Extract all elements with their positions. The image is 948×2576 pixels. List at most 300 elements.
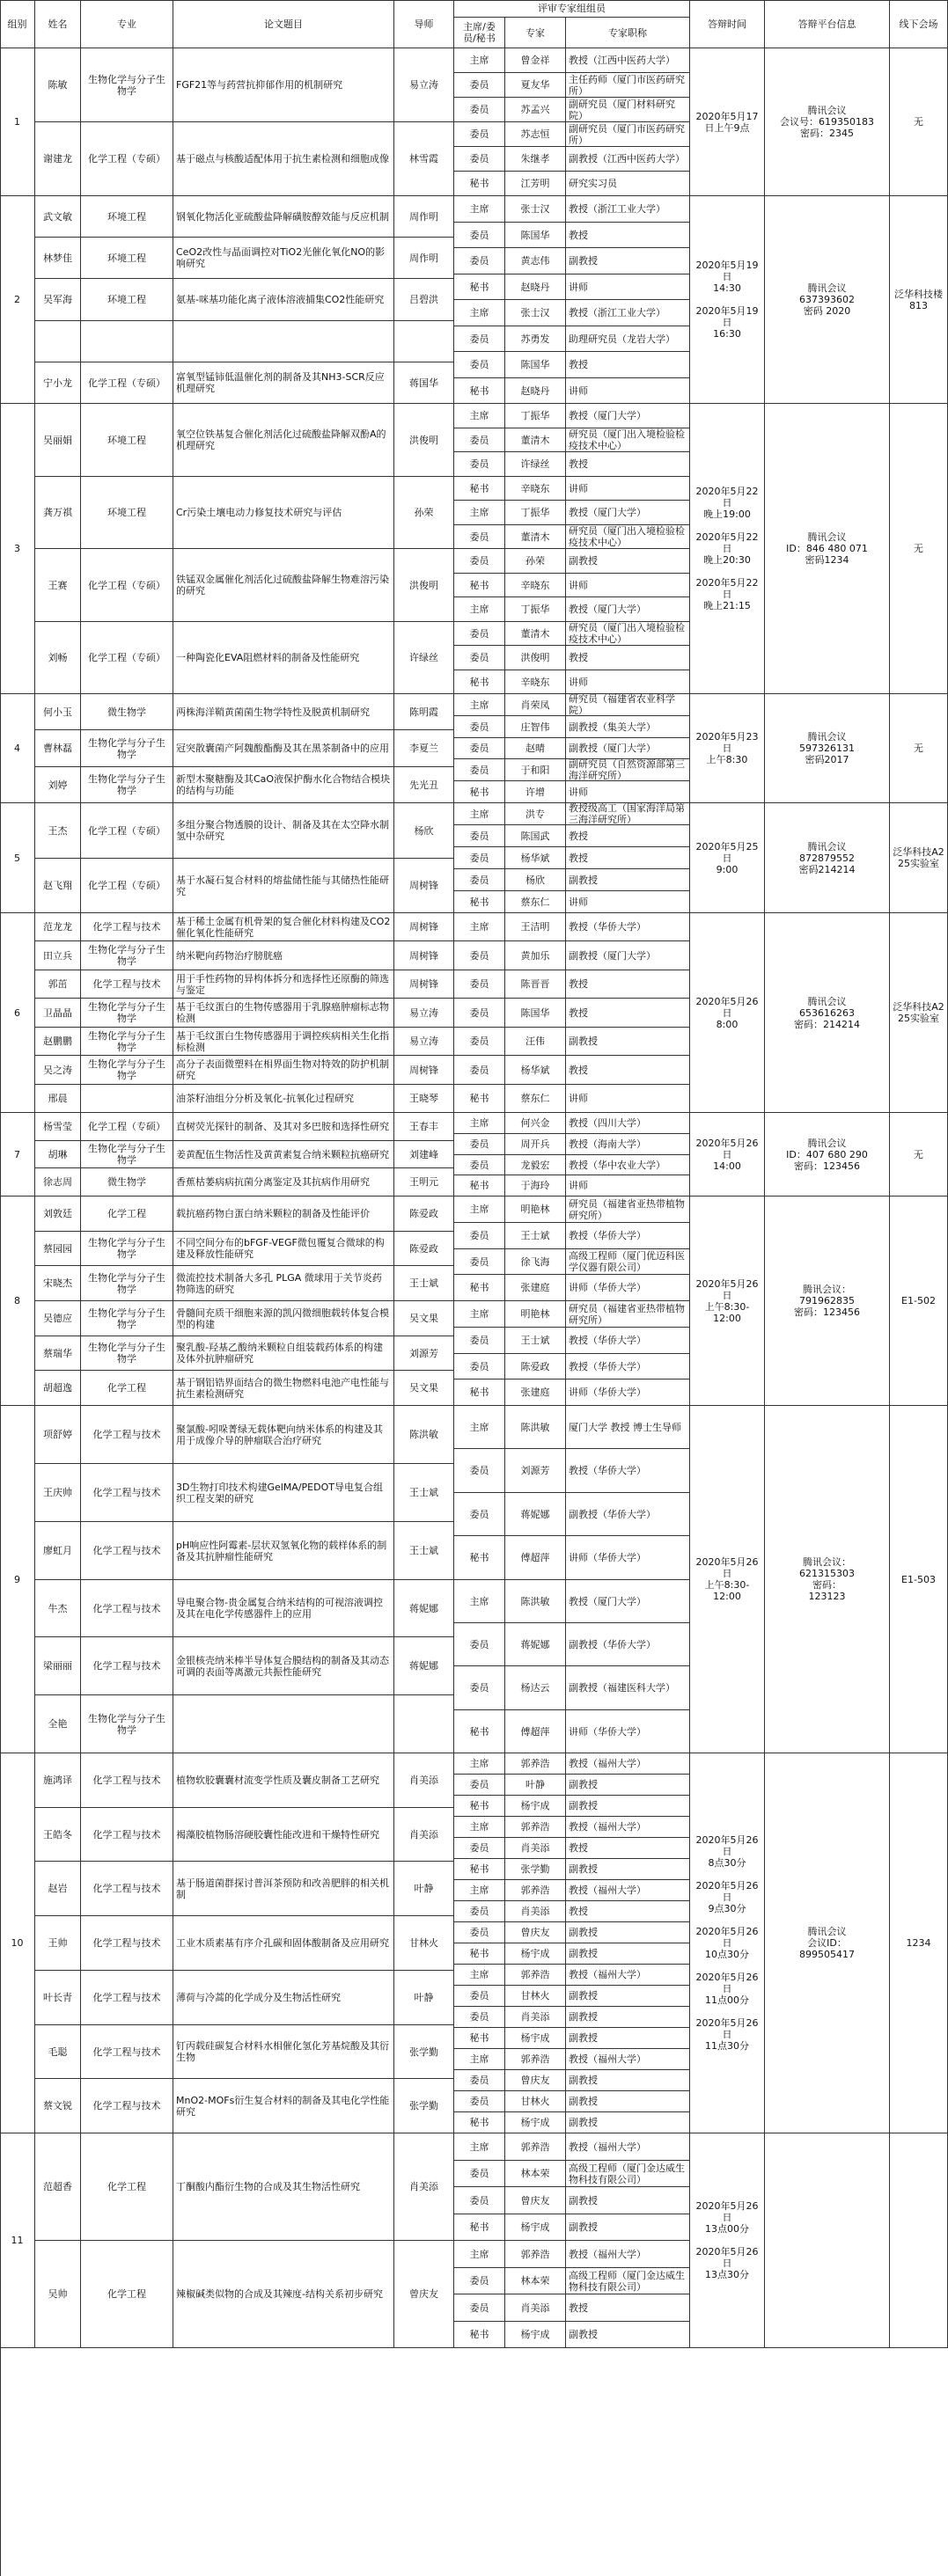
- expert-title: 副研究员（厦门材料研究院）: [566, 98, 690, 122]
- thesis-title: pH响应性阿霉素-层状双氢氧化物的载样体系的制备及其抗肿瘤性能研究: [173, 1522, 394, 1580]
- expert-role: 委员: [454, 646, 505, 670]
- expert-role: 主席: [454, 2049, 505, 2070]
- student-major: 生物化学与分子生物学: [81, 1301, 173, 1336]
- expert-name: 陈洪敏: [505, 1406, 566, 1449]
- expert-title: 副教授: [566, 2214, 690, 2241]
- student-major: 化学工程（专硕）: [81, 859, 173, 913]
- student-name: 胡超逸: [35, 1371, 81, 1406]
- expert-name: 杨宇成: [505, 2112, 566, 2133]
- student-major: 生物化学与分子生物学: [81, 1028, 173, 1056]
- thesis-title: 金银核壳纳米棒半导体复合膜结构的制备及其动态可调的表面等离激元共振性能研究: [173, 1637, 394, 1695]
- expert-name: 曾庆友: [505, 1922, 566, 1943]
- student-major: 生物化学与分子生物学: [81, 999, 173, 1028]
- expert-name: 苏勇发: [505, 326, 566, 352]
- expert-role: 主席: [454, 1406, 505, 1449]
- advisor-name: 王明元: [394, 1168, 454, 1197]
- defense-time: 2020年5月25日 9:00: [690, 803, 765, 913]
- student-major: 化学工程与技术: [81, 1862, 173, 1916]
- offline-venue: 无: [890, 48, 948, 196]
- thesis-title: 多组分聚合物透膜的设计、制备及其在太空降水制氢中杂研究: [173, 803, 394, 859]
- student-name: 胡琳: [35, 1141, 81, 1168]
- student-name: 蔡园园: [35, 1232, 81, 1266]
- advisor-name: 吴文果: [394, 1301, 454, 1336]
- group-number: 11: [0, 2133, 35, 2348]
- thesis-title: CeO2改性与晶面调控对TiO2光催化氧化NO的影响研究: [173, 238, 394, 279]
- advisor-name: 陈洪敏: [394, 1406, 454, 1464]
- meeting-platform: 腾讯会议 ID：846 480 071 密码1234: [765, 404, 890, 694]
- advisor-name: 王春丰: [394, 1113, 454, 1141]
- expert-title: 讲师: [566, 891, 690, 913]
- advisor-name: 吕碧洪: [394, 279, 454, 321]
- expert-name: 汪伟: [505, 1028, 566, 1056]
- expert-role: 委员: [454, 1493, 505, 1536]
- advisor-name: 易立涛: [394, 1028, 454, 1056]
- advisor-name: 周树锋: [394, 1056, 454, 1085]
- student-major: 化学工程（专硕）: [81, 549, 173, 622]
- student-name: 谢建龙: [35, 122, 81, 196]
- expert-title: 讲师（华侨大学）: [566, 1536, 690, 1580]
- expert-title: 教授（华中农业大学）: [566, 1155, 690, 1175]
- expert-role: 主席: [454, 501, 505, 525]
- expert-role: 秘书: [454, 2028, 505, 2049]
- expert-role: 秘书: [454, 1379, 505, 1406]
- expert-name: 王士斌: [505, 1328, 566, 1354]
- expert-title: 教授（厦门大学）: [566, 404, 690, 428]
- expert-role: 主席: [454, 1965, 505, 1986]
- expert-title: 教授（四川大学）: [566, 1113, 690, 1134]
- student-name: 宋晓杰: [35, 1266, 81, 1301]
- student-major: [81, 1085, 173, 1113]
- expert-title: 教授: [566, 452, 690, 477]
- student-major: 化学工程与技术: [81, 1971, 173, 2025]
- header-committee: 评审专家组组员: [454, 0, 690, 18]
- defense-time: 2020年5月17日上午9点: [690, 48, 765, 196]
- student-major: 化学工程与技术: [81, 1753, 173, 1808]
- expert-role: 委员: [454, 2294, 505, 2322]
- expert-title: 教授: [566, 352, 690, 378]
- thesis-title: 基于稀土金属有机骨架的复合催化材料构建及CO2催化氧化性能研究: [173, 913, 394, 941]
- expert-role: 委员: [454, 1134, 505, 1155]
- student-name: 王帅: [35, 1916, 81, 1971]
- expert-name: 蔡东仁: [505, 1085, 566, 1113]
- expert-title: 副教授: [566, 2322, 690, 2348]
- thesis-title: 两株海洋鞘黄菌菌生物学特性及脱黄机制研究: [173, 694, 394, 730]
- expert-role: 委员: [454, 716, 505, 738]
- advisor-name: 刘源芳: [394, 1336, 454, 1371]
- expert-title: 讲师: [566, 1175, 690, 1197]
- advisor-name: 周树锋: [394, 859, 454, 913]
- expert-role: 秘书: [454, 891, 505, 913]
- expert-name: 苏孟兴: [505, 98, 566, 122]
- thesis-title: 纳米靶向药物治疗膀胱癌: [173, 941, 394, 970]
- expert-title: 教授（华侨大学）: [566, 1354, 690, 1379]
- expert-title: 副研究员（自然资源部第三海洋研究所）: [566, 759, 690, 781]
- advisor-name: 许绿丝: [394, 622, 454, 694]
- expert-title: 教授（浙江工业大学）: [566, 196, 690, 223]
- student-name: 范超香: [35, 2133, 81, 2241]
- expert-title: 研究员（厦门出入境检验检疫技术中心）: [566, 428, 690, 452]
- expert-title: 教授: [566, 999, 690, 1028]
- expert-role: 委员: [454, 825, 505, 847]
- expert-role: 委员: [454, 1223, 505, 1249]
- expert-title: 研究员（厦门出入境检验检疫技术中心）: [566, 622, 690, 646]
- advisor-name: 陈爱政: [394, 1232, 454, 1266]
- offline-venue: 无: [890, 1113, 948, 1197]
- student-major: 化学工程与技术: [81, 1522, 173, 1580]
- expert-name: 蔡东仁: [505, 891, 566, 913]
- student-name: 龚万祺: [35, 477, 81, 549]
- expert-role: 秘书: [454, 2112, 505, 2133]
- expert-role: 主席: [454, 1301, 505, 1328]
- expert-role: 委员: [454, 428, 505, 452]
- student-name: 郭茁: [35, 970, 81, 999]
- student-name: 蔡文锐: [35, 2079, 81, 2133]
- expert-name: 张建庭: [505, 1379, 566, 1406]
- expert-role: 委员: [454, 1775, 505, 1796]
- expert-name: 张学勤: [505, 1859, 566, 1880]
- header-offline: 线下会场: [890, 0, 948, 48]
- expert-title: 副教授（厦门大学）: [566, 941, 690, 970]
- student-major: 环境工程: [81, 238, 173, 279]
- expert-name: 曾庆友: [505, 2187, 566, 2214]
- expert-title: 高级工程师（厦门金达威生物科技有限公司）: [566, 2268, 690, 2294]
- student-major: 生物化学与分子生物学: [81, 1141, 173, 1168]
- student-major: 生物化学与分子生物学: [81, 941, 173, 970]
- student-name: 刘敦廷: [35, 1197, 81, 1232]
- advisor-name: [394, 321, 454, 362]
- expert-name: 甘林火: [505, 1986, 566, 2007]
- expert-title: 副教授: [566, 248, 690, 274]
- expert-title: 研究员（福建省农业科学院）: [566, 694, 690, 716]
- expert-name: 杨宇成: [505, 1796, 566, 1817]
- expert-role: 主席: [454, 597, 505, 622]
- student-name: 吴之涛: [35, 1056, 81, 1085]
- advisor-name: 肖美添: [394, 2133, 454, 2241]
- header-major: 专业: [81, 0, 173, 48]
- expert-role: 秘书: [454, 781, 505, 803]
- expert-role: 主席: [454, 1113, 505, 1134]
- expert-name: 赵晓丹: [505, 378, 566, 404]
- expert-role: 主席: [454, 2241, 505, 2268]
- header-time: 答辩时间: [690, 0, 765, 48]
- student-name: 武文敏: [35, 196, 81, 238]
- student-major: 化学工程: [81, 1197, 173, 1232]
- student-name: 项舒婷: [35, 1406, 81, 1464]
- advisor-name: 肖美添: [394, 1753, 454, 1808]
- advisor-name: 王晓琴: [394, 1085, 454, 1113]
- advisor-name: 陈爱政: [394, 1197, 454, 1232]
- expert-role: 秘书: [454, 574, 505, 597]
- expert-title: 副教授（集美大学）: [566, 716, 690, 738]
- expert-role: 委员: [454, 223, 505, 248]
- expert-name: 黄志伟: [505, 248, 566, 274]
- group-number: 1: [0, 48, 35, 196]
- expert-title: 教授: [566, 847, 690, 869]
- expert-role: 秘书: [454, 378, 505, 404]
- expert-role: 主席: [454, 1580, 505, 1623]
- thesis-title: 聚氯酸-吲哚菁绿无载体靶向纳米体系的构建及其用于成像介导的肿瘤联合治疗研究: [173, 1406, 394, 1464]
- expert-name: 杨华斌: [505, 1056, 566, 1085]
- expert-role: 主席: [454, 196, 505, 223]
- thesis-title: 基于钢铝锆界面结合的微生物燃料电池产电性能与抗生素检测研究: [173, 1371, 394, 1406]
- student-major: 化学工程与技术: [81, 1637, 173, 1695]
- expert-title: 副教授（福建医科大学）: [566, 1666, 690, 1710]
- expert-role: 主席: [454, 694, 505, 716]
- thesis-title: 辣椒碱类似物的合成及其辣度-结构关系初步研究: [173, 2241, 394, 2348]
- expert-title: 副教授: [566, 1775, 690, 1796]
- expert-role: 委员: [454, 869, 505, 891]
- expert-role: 秘书: [454, 1859, 505, 1880]
- student-major: 化学工程与技术: [81, 1580, 173, 1637]
- thesis-title: 微流控技术制备大多孔 PLGA 微球用于关节炎药物筛选的研究: [173, 1266, 394, 1301]
- student-major: 微生物学: [81, 694, 173, 730]
- defense-time: 2020年5月22日 晚上19:00 2020年5月22日 晚上20:30 2020年5月22日 晚上21:15: [690, 404, 765, 694]
- student-major: 生物化学与分子生物学: [81, 1266, 173, 1301]
- group-number: 2: [0, 196, 35, 404]
- expert-name: 肖荣凤: [505, 694, 566, 716]
- expert-name: 林本荣: [505, 2161, 566, 2187]
- student-name: 吴德应: [35, 1301, 81, 1336]
- expert-title: 副教授: [566, 2187, 690, 2214]
- expert-title: 讲师: [566, 274, 690, 300]
- expert-role: 委员: [454, 1056, 505, 1085]
- student-name: 徐志周: [35, 1168, 81, 1197]
- student-major: 生物化学与分子生物学: [81, 1336, 173, 1371]
- thesis-title: 姜黄配伍生物活性及黄黄素复合纳米颗粒抗癌研究: [173, 1141, 394, 1168]
- expert-role: 委员: [454, 525, 505, 549]
- defense-time: 2020年5月26日 14:00: [690, 1113, 765, 1197]
- expert-title: 教授（福州大学）: [566, 1965, 690, 1986]
- student-major: 化学工程（专硕）: [81, 1113, 173, 1141]
- advisor-name: 刘建峰: [394, 1141, 454, 1168]
- advisor-name: 张学勤: [394, 2025, 454, 2079]
- expert-role: 委员: [454, 2007, 505, 2028]
- expert-title: 教授（华侨大学）: [566, 1223, 690, 1249]
- student-major: 化学工程与技术: [81, 913, 173, 941]
- thesis-title: 不同空间分布的bFGF-VEGF微包覆复合微球的构建及释放性能研究: [173, 1232, 394, 1266]
- advisor-name: 吴文果: [394, 1371, 454, 1406]
- student-name: 叶长青: [35, 1971, 81, 2025]
- expert-name: 孙荣: [505, 549, 566, 574]
- student-name: 赵岩: [35, 1862, 81, 1916]
- student-major: 化学工程: [81, 2241, 173, 2348]
- expert-role: 秘书: [454, 2322, 505, 2348]
- advisor-name: 周作明: [394, 238, 454, 279]
- expert-name: 陈晋晋: [505, 970, 566, 999]
- expert-role: 秘书: [454, 1536, 505, 1580]
- expert-role: 委员: [454, 1623, 505, 1666]
- expert-name: 郭养浩: [505, 2049, 566, 2070]
- student-name: 杨雪莹: [35, 1113, 81, 1141]
- thesis-title: 基于水凝石复合材料的熔盐储性能与其储热性能研究: [173, 859, 394, 913]
- expert-name: 杨达云: [505, 1666, 566, 1710]
- expert-role: 主席: [454, 2133, 505, 2161]
- expert-name: 蒋妮娜: [505, 1493, 566, 1536]
- expert-title: 主任药师（厦门市医药研究所）: [566, 73, 690, 98]
- advisor-name: 叶静: [394, 1862, 454, 1916]
- advisor-name: 周树锋: [394, 913, 454, 941]
- expert-role: 委员: [454, 970, 505, 999]
- thesis-title: 聚乳酸-羟基乙酸纳米颗粒自组装载药体系的构建及体外抗肿瘤研究: [173, 1336, 394, 1371]
- expert-title: 教授（厦门大学）: [566, 501, 690, 525]
- student-name: 赵鹏鹏: [35, 1028, 81, 1056]
- advisor-name: 叶静: [394, 1971, 454, 2025]
- expert-name: 明艳林: [505, 1301, 566, 1328]
- student-major: 化学工程（专硕）: [81, 803, 173, 859]
- expert-role: 委员: [454, 999, 505, 1028]
- meeting-platform: 腾讯会议 872879552 密码214214: [765, 803, 890, 913]
- group-number: 7: [0, 1113, 35, 1197]
- meeting-platform: 腾讯会议 会议号：619350183 密码：2345: [765, 48, 890, 196]
- offline-venue: [890, 2133, 948, 2348]
- advisor-name: 林雪霞: [394, 122, 454, 196]
- student-name: 赵飞翔: [35, 859, 81, 913]
- expert-role: 委员: [454, 622, 505, 646]
- student-major: 化学工程（专硕）: [81, 122, 173, 196]
- student-major: 环境工程: [81, 196, 173, 238]
- meeting-platform: 腾讯会议： 621315303 密码： 123123: [765, 1406, 890, 1753]
- thesis-title: 氧空位铁基复合催化剂活化过硫酸盐降解双酚A的机理研究: [173, 404, 394, 477]
- header-expert: 专家: [505, 18, 566, 48]
- thesis-title: 铁锰双金属催化剂活化过硫酸盐降解生物难溶污染的研究: [173, 549, 394, 622]
- student-name: 牛杰: [35, 1580, 81, 1637]
- defense-time: 2020年5月26日 8:00: [690, 913, 765, 1113]
- expert-role: 委员: [454, 1449, 505, 1493]
- expert-role: 委员: [454, 759, 505, 781]
- expert-role: 委员: [454, 847, 505, 869]
- expert-name: 杨华斌: [505, 847, 566, 869]
- expert-name: 肖美添: [505, 1838, 566, 1859]
- thesis-title: 褐藻胶植物肠溶硬胶囊性能改进和干燥特性研究: [173, 1808, 394, 1862]
- expert-role: 委员: [454, 122, 505, 147]
- expert-name: 徐飞海: [505, 1249, 566, 1275]
- thesis-title: 丁酮酸内酯衍生物的合成及其生物活性研究: [173, 2133, 394, 2241]
- expert-name: 张士汉: [505, 196, 566, 223]
- expert-role: 委员: [454, 1028, 505, 1056]
- student-major: [81, 321, 173, 362]
- expert-name: 刘源芳: [505, 1449, 566, 1493]
- thesis-title: 基于毛纹蛋白生物传感器用于调控疾病相关生化指标检测: [173, 1028, 394, 1056]
- expert-title: 教授（厦门大学）: [566, 597, 690, 622]
- expert-title: 教授: [566, 646, 690, 670]
- expert-title: 讲师: [566, 378, 690, 404]
- thesis-title: 富氧型锰铈低温催化剂的制备及其NH3-SCR反应机理研究: [173, 362, 394, 404]
- expert-name: 林本荣: [505, 2268, 566, 2294]
- expert-title: 教授（福州大学）: [566, 2133, 690, 2161]
- expert-title: 副教授: [566, 1986, 690, 2007]
- expert-role: 主席: [454, 803, 505, 825]
- expert-name: 王洁明: [505, 913, 566, 941]
- expert-name: 于海玲: [505, 1175, 566, 1197]
- meeting-platform: 腾讯会议 597326131 密码2017: [765, 694, 890, 803]
- student-major: 化学工程与技术: [81, 2025, 173, 2079]
- expert-title: 教授（浙江工业大学）: [566, 300, 690, 326]
- expert-role: 秘书: [454, 1710, 505, 1753]
- expert-title: 副教授: [566, 1028, 690, 1056]
- expert-role: 主席: [454, 1197, 505, 1223]
- student-major: 化学工程与技术: [81, 1406, 173, 1464]
- expert-name: 丁振华: [505, 501, 566, 525]
- thesis-title: 导电聚合物-贵金属复合纳米结构的可视溶液调控及其在电化学传感器件上的应用: [173, 1580, 394, 1637]
- student-name: 梁丽丽: [35, 1637, 81, 1695]
- thesis-title: 一种陶瓷化EVA阻燃材料的制备及性能研究: [173, 622, 394, 694]
- expert-title: 教授（福州大学）: [566, 2049, 690, 2070]
- student-major: 化学工程与技术: [81, 1808, 173, 1862]
- group-number: 4: [0, 694, 35, 803]
- expert-name: 张建庭: [505, 1275, 566, 1301]
- advisor-name: [394, 1695, 454, 1753]
- thesis-title: 3D生物打印技术构建GelMA/PEDOT导电复合组织工程支架的研究: [173, 1464, 394, 1522]
- expert-title: 讲师: [566, 574, 690, 597]
- student-major: 生物化学与分子生物学: [81, 767, 173, 803]
- expert-role: 委员: [454, 1986, 505, 2007]
- expert-name: 何兴金: [505, 1113, 566, 1134]
- expert-name: 辛晓东: [505, 477, 566, 501]
- thesis-title: 骨髓间充质干细胞来源的凯闪微细胞载转体复合模型的构建: [173, 1301, 394, 1336]
- expert-name: 黄加乐: [505, 941, 566, 970]
- expert-title: 研究员（厦门出入境检验检疫技术中心）: [566, 525, 690, 549]
- expert-title: 教授: [566, 1901, 690, 1922]
- header-advisor: 导师: [394, 0, 454, 48]
- expert-title: 副教授: [566, 2070, 690, 2091]
- defense-time: 2020年5月26日 13点00分 2020年5月26日 13点30分: [690, 2133, 765, 2348]
- expert-title: 教授（华侨大学）: [566, 913, 690, 941]
- expert-title: 研究实习员: [566, 172, 690, 196]
- expert-role: 主席: [454, 1753, 505, 1775]
- expert-name: 杨欣: [505, 869, 566, 891]
- thesis-title: 高分子表面微塑料在相界面生物对特效的防护机制研究: [173, 1056, 394, 1085]
- expert-name: 许增: [505, 781, 566, 803]
- expert-title: 副教授: [566, 2007, 690, 2028]
- advisor-name: 李夏兰: [394, 730, 454, 767]
- student-major: 化学工程: [81, 1371, 173, 1406]
- defense-time: 2020年5月26日 上午8:30- 12:00: [690, 1406, 765, 1753]
- thesis-title: [173, 1695, 394, 1753]
- expert-role: 委员: [454, 2161, 505, 2187]
- expert-title: 教授（福州大学）: [566, 1753, 690, 1775]
- expert-title: 副教授: [566, 1796, 690, 1817]
- advisor-name: 曾庆友: [394, 2241, 454, 2348]
- expert-name: 江芳明: [505, 172, 566, 196]
- expert-name: 陈国华: [505, 352, 566, 378]
- meeting-platform: [765, 2133, 890, 2348]
- group-number: 6: [0, 913, 35, 1113]
- expert-role: 委员: [454, 1838, 505, 1859]
- student-name: 王杰: [35, 803, 81, 859]
- student-name: 林梦佳: [35, 238, 81, 279]
- student-name: 蔡瑞华: [35, 1336, 81, 1371]
- defense-time: 2020年5月23日 上午8:30: [690, 694, 765, 803]
- advisor-name: 蒋妮娜: [394, 1580, 454, 1637]
- header-group: 组别: [0, 0, 35, 48]
- expert-title: 教授: [566, 970, 690, 999]
- thesis-title: 香蕉枯萎病病抗菌分离鉴定及其抗病作用研究: [173, 1168, 394, 1197]
- expert-role: 秘书: [454, 1796, 505, 1817]
- advisor-name: 王士斌: [394, 1522, 454, 1580]
- expert-name: 傅超萍: [505, 1710, 566, 1753]
- expert-role: 委员: [454, 1666, 505, 1710]
- expert-name: 丁振华: [505, 597, 566, 622]
- thesis-title: [173, 321, 394, 362]
- header-role: 主席/委员/秘书: [454, 18, 505, 48]
- expert-title: 副教授: [566, 2112, 690, 2133]
- student-name: 曹林磊: [35, 730, 81, 767]
- expert-name: 蒋妮娜: [505, 1623, 566, 1666]
- expert-title: 讲师: [566, 477, 690, 501]
- advisor-name: 易立涛: [394, 999, 454, 1028]
- expert-name: 于和阳: [505, 759, 566, 781]
- expert-name: 朱继孝: [505, 147, 566, 172]
